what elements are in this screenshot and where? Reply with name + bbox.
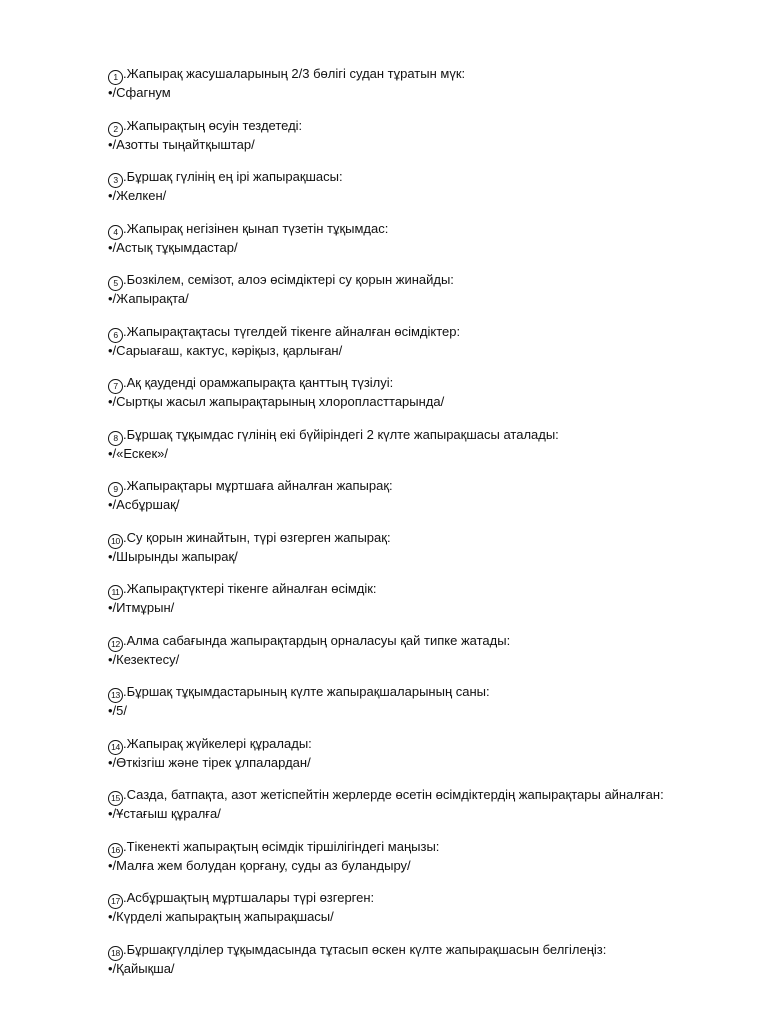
question-number: 2 — [108, 122, 123, 137]
answer-text: •/Сфагнум — [108, 85, 171, 100]
question-number: 14 — [108, 740, 123, 755]
answer-text: •/Күрделі жапырақтың жапырақшасы/ — [108, 909, 334, 924]
answer-text: •/Малға жем болудан қорғану, суды аз буландыру/ — [108, 857, 411, 873]
answer-text: •/Сыртқы жасыл жапырақтарының хлоропласттарында/ — [108, 394, 445, 409]
question-number: 16 — [108, 843, 123, 858]
question-number: 4 — [108, 225, 123, 240]
question-number: 13 — [108, 688, 123, 703]
qa-item — [108, 272, 708, 307]
question-line — [108, 736, 708, 755]
qa-item — [108, 684, 708, 719]
answer-text: •/Азотты тыңайтқыштар/ — [108, 136, 255, 152]
qa-item — [108, 169, 708, 204]
answer-text: •/Шырынды жапырақ/ — [108, 548, 238, 564]
qa-item — [108, 118, 708, 153]
qa-item — [108, 633, 708, 668]
answer-text: •/Ұстағыш құралға/ — [108, 806, 221, 821]
qa-item — [108, 839, 708, 874]
answer-text: •/Жапырақта/ — [108, 291, 189, 306]
question-number: 15 — [108, 791, 123, 806]
question-text: .Алма сабағында жапырақтардың орналасуы қай типке жатады: — [123, 632, 511, 648]
question-line — [108, 324, 708, 343]
question-text: .Бұршақ тұқымдастарының күлте жапырақшаларының саны: — [123, 684, 490, 699]
qa-item — [108, 942, 708, 977]
question-line — [108, 530, 708, 549]
answer-text: •/Желкен/ — [108, 188, 167, 203]
document-page — [108, 66, 708, 993]
qa-item — [108, 478, 708, 513]
answer-text: •/5/ — [108, 703, 128, 718]
qa-item — [108, 324, 708, 359]
question-line — [108, 942, 708, 961]
question-line — [108, 633, 708, 652]
question-line — [108, 427, 708, 446]
question-line — [108, 221, 708, 240]
answer-text: •/Өткізгіш және тірек ұлпалардан/ — [108, 754, 311, 770]
question-text: .Жапырақ жүйкелері құралады: — [123, 735, 312, 751]
question-line — [108, 478, 708, 497]
question-text: .Су қорын жинайтын, түрі өзгерген жапырақ: — [123, 529, 391, 545]
question-text: .Тікенекті жапырақтың өсімдік тіршілігіндегі маңызы: — [123, 838, 440, 854]
question-line — [108, 787, 708, 806]
question-number: 5 — [108, 276, 123, 291]
question-number: 12 — [108, 637, 123, 652]
question-number: 8 — [108, 431, 123, 446]
question-number: 10 — [108, 534, 123, 549]
question-text: .Жапырақтақтасы түгелдей тікенге айналған өсімдіктер: — [123, 323, 461, 339]
question-number: 9 — [108, 482, 123, 497]
question-text: .Жапырақтың өсуін тездетеді: — [123, 117, 303, 133]
question-line — [108, 581, 708, 600]
qa-item — [108, 736, 708, 771]
question-text: .Асбұршақтың мұртшалары түрі өзгерген: — [123, 890, 375, 905]
answer-text: •/Сарыағаш, кактус, кәріқыз, қарлыған/ — [108, 342, 343, 358]
question-text: .Жапырақтүктері тікенге айналған өсімдік: — [123, 581, 377, 596]
question-text: .Бұршақ тұқымдас гүлінің екі бүйіріндегі 2 күлте жапырақшасы аталады: — [123, 426, 559, 442]
question-line — [108, 272, 708, 291]
question-text: .Бозкілем, семізот, алоэ өсімдіктері су қорын жинайды: — [123, 272, 454, 287]
answer-text: •/Кезектесу/ — [108, 651, 180, 667]
qa-item — [108, 530, 708, 565]
question-number: 3 — [108, 173, 123, 188]
question-line — [108, 118, 708, 137]
question-number: 7 — [108, 379, 123, 394]
question-number: 6 — [108, 328, 123, 343]
question-line — [108, 169, 708, 188]
question-text: .Бұршақгүлділер тұқымдасында тұтасып өскен күлте жапырақшасын белгілеңіз: — [123, 941, 607, 957]
answer-text: •/Астық тұқымдастар/ — [108, 239, 238, 255]
qa-item — [108, 427, 708, 462]
qa-item — [108, 890, 708, 925]
qa-item — [108, 375, 708, 410]
question-text: .Бұршақ гүлінің ең ірі жапырақшасы: — [123, 169, 343, 184]
answer-text: •/Қайықша/ — [108, 960, 175, 976]
question-line — [108, 839, 708, 858]
answer-text: •/Асбұршақ/ — [108, 497, 180, 512]
qa-item — [108, 221, 708, 256]
question-number: 1 — [108, 70, 123, 85]
qa-item — [108, 787, 708, 822]
question-number: 18 — [108, 946, 123, 961]
question-line — [108, 684, 708, 703]
question-text: .Жапырақтары мұртшаға айналған жапырақ: — [123, 478, 393, 493]
question-line — [108, 66, 708, 85]
question-line — [108, 890, 708, 909]
qa-item — [108, 66, 708, 101]
question-text: .Сазда, батпақта, азот жетіспейтін жерлерде өсетін өсімдіктердің жапырақтары айналған: — [123, 787, 664, 802]
question-number: 11 — [108, 585, 123, 600]
question-text: .Жапырақ жасушаларының 2/3 бөлігі судан тұратын мүк: — [123, 66, 466, 81]
question-line — [108, 375, 708, 394]
question-text: .Ақ қауденді орамжапырақта қанттың түзілуі: — [123, 375, 394, 390]
answer-text: •/Итмұрын/ — [108, 600, 175, 615]
qa-item — [108, 581, 708, 616]
answer-text: •/«Ескек»/ — [108, 445, 169, 461]
question-text: .Жапырақ негізінен қынап түзетін тұқымдас: — [123, 220, 389, 236]
question-number: 17 — [108, 894, 123, 909]
